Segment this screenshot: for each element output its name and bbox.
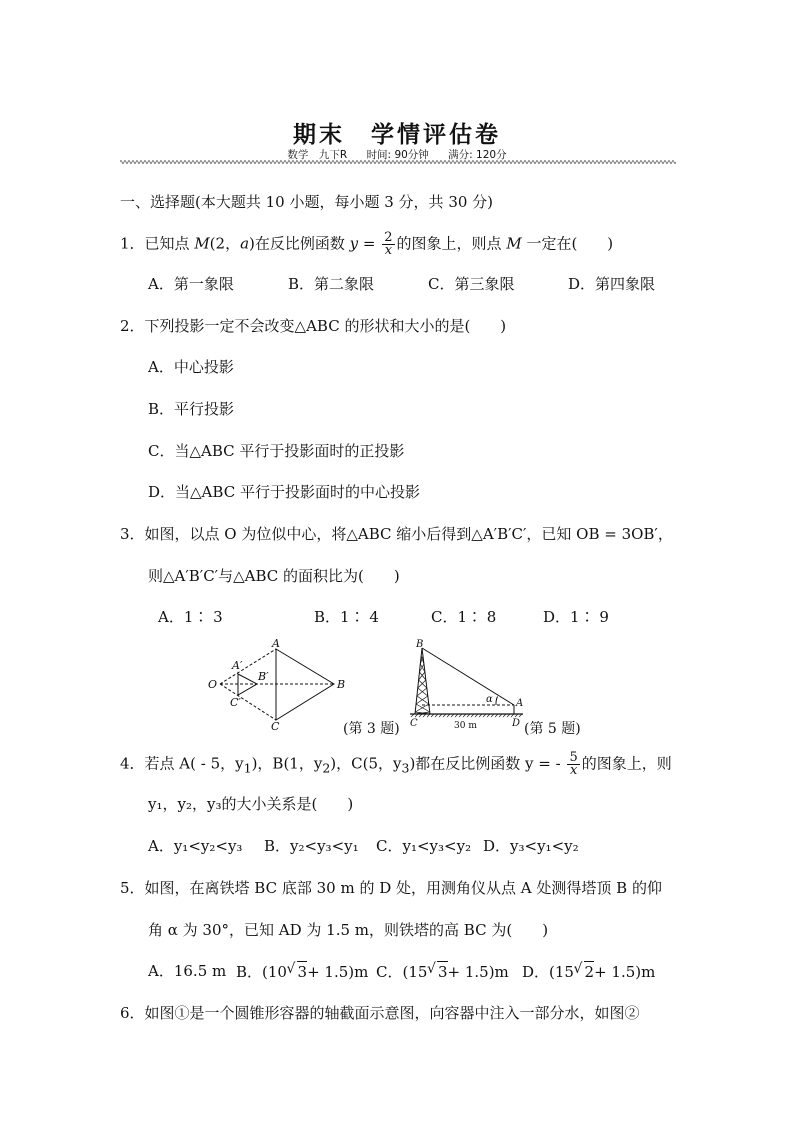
q5-option-c: C．(15 √ 3+ 1.5)m (376, 961, 509, 982)
question-3-line-1: 3．如图，以点 O 为位似中心，将△ABC 缩小后得到△A′B′C′，已知 OB = 3OB′， (120, 525, 673, 543)
q1-option-c: C．第三象限 (428, 275, 515, 293)
question-5-line-2: 角 α 为 30°，已知 AD 为 1.5 m，则铁塔的高 BC 为( ) (148, 921, 549, 939)
page-title: 期末 学情评估卷 (293, 121, 501, 148)
q1-option-d: D．第四象限 (568, 275, 656, 293)
fig5-label-c: C (410, 718, 418, 729)
figure-5 (408, 636, 528, 732)
fig3-label-o: O (208, 678, 218, 691)
q2-option-d: D．当△ABC 平行于投影面时的中心投影 (148, 483, 420, 501)
question-2: 2．下列投影一定不会改变△ABC 的形状和大小的是( ) (120, 317, 507, 335)
figure-5-caption: (第 5 题) (524, 721, 581, 737)
fig3-label-a-prime: A′ (232, 659, 243, 672)
fraction: $\frac{5}{x}$ (569, 750, 578, 778)
fig3-label-c: C (271, 720, 280, 733)
question-6-line-1: 6．如图①是一个圆锥形容器的轴截面示意图，向容器中注入一部分水，如图② (120, 1004, 640, 1022)
q3-option-a: A．1∶ 3 (158, 608, 223, 626)
time-label: 时间: 90分钟 (366, 149, 429, 161)
section-heading: 一、选择题(本大题共 10 小题，每小题 3 分，共 30 分) (120, 193, 494, 211)
score-label: 满分: 120分 (448, 149, 507, 161)
question-5-line-1: 5．如图，在离铁塔 BC 底部 30 m 的 D 处，用测角仪从点 A 处测得塔顶 B 的仰 (120, 879, 662, 897)
q3-option-d: D．1∶ 9 (543, 608, 609, 626)
question-3-line-2: 则△A′B′C′与△ABC 的面积比为( ) (148, 567, 400, 585)
q5-option-d: D．(15 √ 2+ 1.5)m (522, 961, 655, 982)
question-4-line-2: y₁，y₂，y₃的大小关系是( ) (148, 795, 354, 813)
fig3-label-c-prime: C′ (230, 696, 241, 709)
fig5-label-alpha: α (486, 694, 493, 705)
q4-option-d: D．y₃<y₁<y₂ (483, 837, 579, 855)
figure-3-caption: (第 3 题) (343, 721, 400, 737)
fig5-label-b: B (416, 639, 424, 650)
fig3-label-b-prime: B′ (258, 670, 269, 683)
q4-option-b: B．y₂<y₃<y₁ (264, 837, 359, 855)
q2-option-c: C．当△ABC 平行于投影面时的正投影 (148, 442, 405, 460)
q4-option-c: C．y₁<y₃<y₂ (376, 837, 472, 855)
question-4-line-1: 4．若点 A( - 5，$y_1$)，B(1，$y_2$)，C(5，$y_3$)都在反比例函数 y = - $\frac{5}{x}$ 的图象上，则 (120, 750, 672, 778)
q4-option-a: A．y₁<y₂<y₃ (148, 837, 243, 855)
q2-option-a: A．中心投影 (148, 358, 234, 376)
question-1: 1．已知点 M(2，a)在反比例函数 y = $\frac{2}{x}$ 的图象上，则点 M 一定在( ) (120, 230, 614, 258)
header-divider (120, 158, 676, 166)
fig3-label-b: B (337, 678, 346, 691)
q2-option-b: B．平行投影 (148, 400, 235, 418)
q1-option-a: A．第一象限 (148, 275, 234, 293)
fig5-distance-label: 30 m (454, 721, 477, 731)
q5-option-a: A．16.5 m (148, 962, 227, 980)
figure-3 (200, 636, 360, 736)
subject-label: 数学 九下R (287, 149, 348, 161)
fig5-label-d: D (512, 718, 521, 729)
q1-option-b: B．第二象限 (288, 275, 375, 293)
fig5-label-a: A (516, 698, 524, 709)
fraction: $\frac{2}{x}$ (384, 230, 393, 258)
q3-option-b: B．1∶ 4 (314, 608, 379, 626)
q3-option-c: C．1∶ 8 (431, 608, 497, 626)
q5-option-b: B．(10 √ 3+ 1.5)m (236, 961, 368, 982)
fig3-label-a: A (272, 637, 280, 650)
